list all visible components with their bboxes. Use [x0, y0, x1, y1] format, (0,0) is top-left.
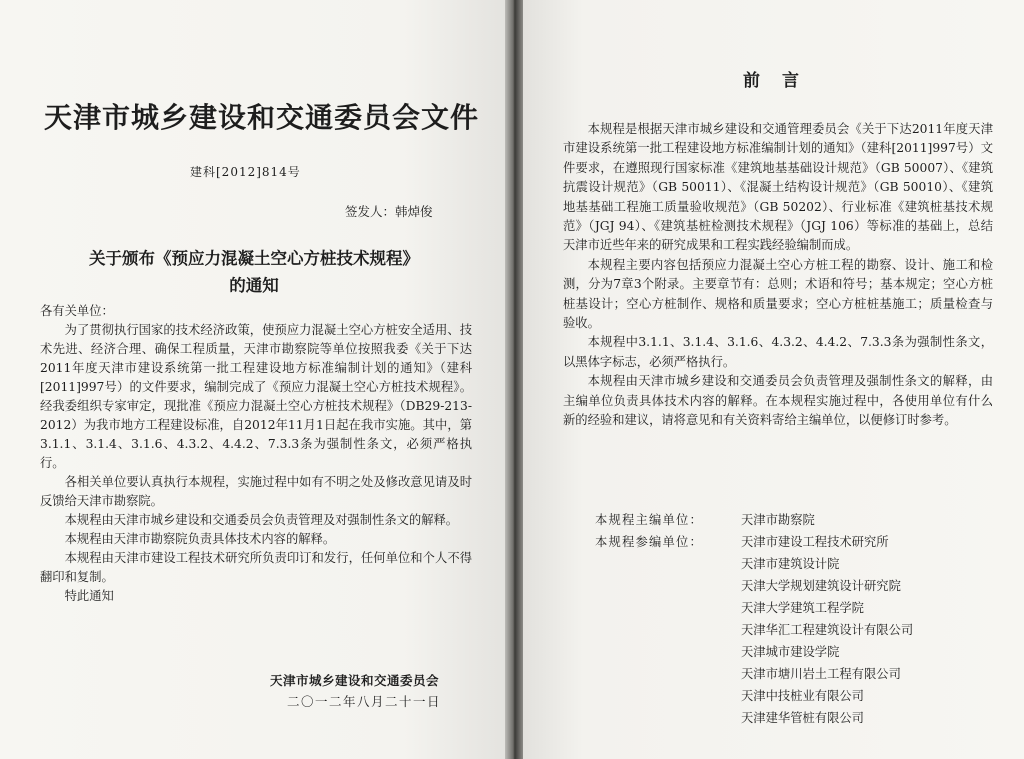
chief-editor-row: [595, 510, 815, 528]
participant-item: 天津市塘川岩土工程有限公司: [741, 667, 901, 681]
chief-editor: 天津市勘察院: [741, 513, 815, 527]
right-page: [523, 0, 1024, 759]
signer: 签发人：韩焯俊: [345, 204, 433, 219]
participant-role: 本规程参编单位：: [595, 535, 703, 549]
participant-item: 天津大学规划建筑设计研究院: [741, 579, 901, 593]
notice-body: [40, 302, 472, 606]
participant-item: 天津大学建筑工程学院: [741, 601, 864, 615]
document-number: 建科[2012]814号: [190, 165, 301, 179]
notice-paragraph: 本规程由天津市城乡建设和交通委员会负责管理及对强制性条文的解释。: [64, 513, 459, 527]
participant-item: 天津市建筑设计院: [741, 557, 840, 571]
salutation: 各有关单位：: [40, 304, 114, 318]
preface-paragraph: 本规程是根据天津市城乡建设和交通管理委员会《关于下达2011年度天津市建设系统第一批工程建设地方标准编制计划的通知》（建科[2011]997号）文件要求，在遵照现行国家标准《建筑地基基础设计规范》（GB 50007）、《建筑抗震设计规范》（GB 50011）、《混凝土结构设计规范》（GB 50010）、《建筑地基基础工程施工质量验收规范》（GB 50202）、行业标准《建筑桩基技术规范》（JGJ 94）、《建筑基桩检测技术规程》（JGJ 106）等标准的基础上，总结天津市近些年来的研究成果和工程实践经验编制而成。: [563, 122, 993, 253]
preface-body: [563, 120, 993, 431]
participant-item: 天津中技桩业有限公司: [741, 689, 864, 703]
preface-paragraph: 本规程由天津市城乡建设和交通委员会负责管理及强制性条文的解释，由主编单位负责具体技术内容的解释。在本规程实施过程中，各使用单位有什么新的经验和建议，请将意见和有关资料寄给主编单位，以便修订时参考。: [563, 374, 993, 428]
participant-item: 天津建华管桩有限公司: [741, 711, 864, 725]
preface-paragraph: 本规程中3.1.1、3.1.4、3.1.6、4.3.2、4.4.2、7.3.3条为强制性条文，以黑体字标志，必须严格执行。: [563, 335, 993, 369]
chief-editor-role: 本规程主编单位：: [595, 513, 703, 527]
notice-paragraph: 为了贯彻执行国家的技术经济政策，使预应力混凝土空心方桩安全适用、技术先进、经济合理、确保工程质量，天津市勘察院等单位按照我委《关于下达2011年度天津市建设系统第一批工程建设地方标准编制计划的通知》（建科[2011]997号）的文件要求，编制完成了《预应力混凝土空心方桩技术规程》。经我委组织专家审定，现批准《预应力混凝土空心方桩技术规程》（DB29-213-2012）为我市地方工程建设标准，自2012年11月1日起在我市实施。其中，第3.1.1、3.1.4、3.1.6、4.3.2、4.4.2、7.3.3条为强制性条文，必须严格执行。: [40, 323, 472, 470]
notice-paragraph: 本规程由天津市建设工程技术研究所负责印订和发行，任何单位和个人不得翻印和复制。: [40, 551, 472, 584]
notice-title-line-1: 关于颁布《预应力混凝土空心方桩技术规程》: [89, 249, 419, 268]
document-heading: 天津市城乡建设和交通委员会文件: [44, 101, 480, 134]
left-page: [0, 0, 505, 759]
issue-date: 二〇一二年八月二十一日: [287, 694, 442, 709]
preface-title: 前言: [743, 71, 821, 91]
closing-line: 特此通知: [64, 589, 114, 603]
notice-paragraph: 本规程由天津市勘察院负责具体技术内容的解释。: [64, 532, 336, 546]
preface-paragraph: 本规程主要内容包括预应力混凝土空心方桩工程的勘察、设计、施工和检测，分为7章3个附录。主要章节有：总则；术语和符号；基本规定；空心方桩桩基设计；空心方桩制作、规格和质量要求；空心方桩桩基施工；质量检查与验收。: [563, 257, 993, 331]
book-gutter: [505, 0, 523, 759]
notice-title: [54, 245, 454, 299]
participant-item: 天津华汇工程建筑设计有限公司: [741, 623, 914, 637]
notice-title-line-2: 的通知: [229, 276, 279, 295]
participant-row: [595, 532, 889, 550]
participant-item: 天津市建设工程技术研究所: [741, 535, 889, 549]
notice-paragraph: 各相关单位要认真执行本规程，实施过程中如有不明之处及修改意见请及时反馈给天津市勘察院。: [40, 475, 472, 508]
participant-item: 天津城市建设学院: [741, 645, 840, 659]
issuer: 天津市城乡建设和交通委员会: [270, 673, 440, 688]
